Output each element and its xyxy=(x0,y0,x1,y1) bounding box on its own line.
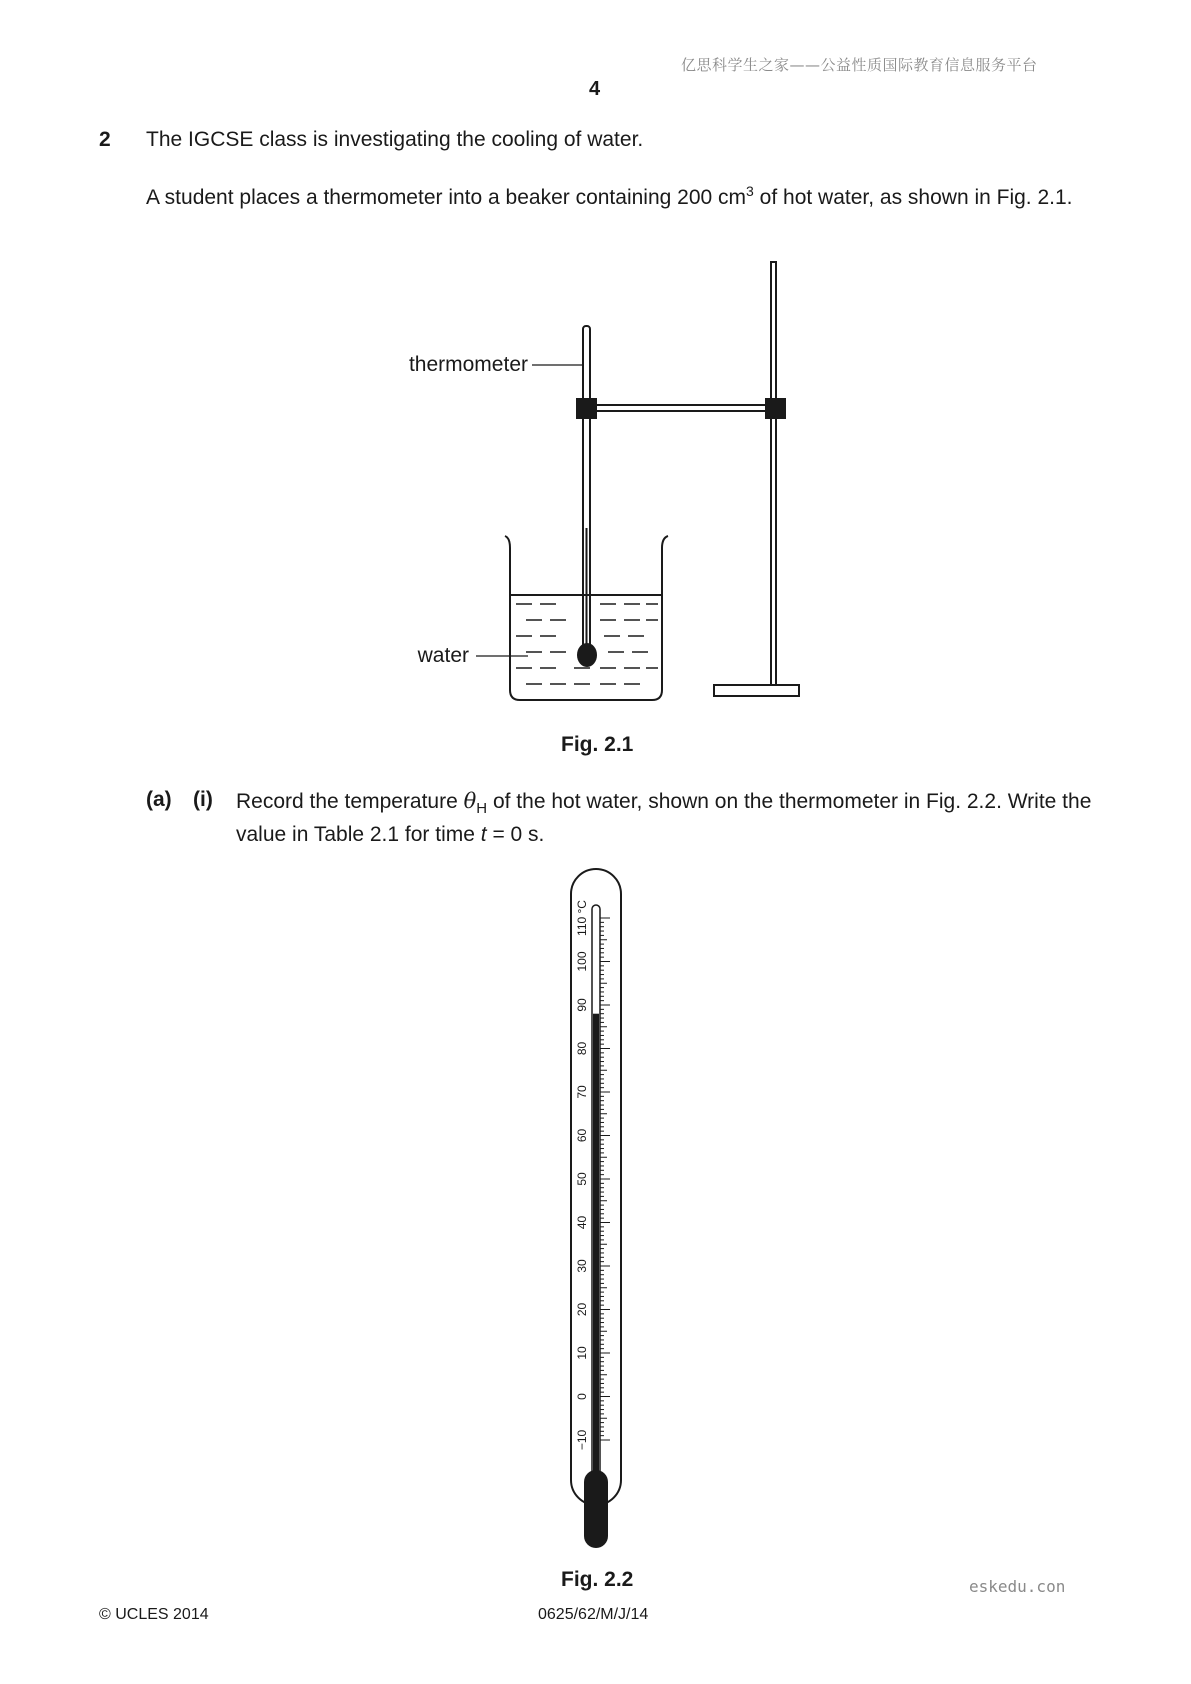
scale-label: 90 xyxy=(575,998,589,1012)
part-a-i-label: (i) xyxy=(193,788,213,811)
scale-label: 60 xyxy=(575,1128,589,1143)
scale-label: 40 xyxy=(575,1215,589,1230)
scale-label: 30 xyxy=(575,1259,589,1273)
scale-label: 50 xyxy=(575,1172,589,1186)
theta-symbol: θ xyxy=(463,789,477,813)
thermometer-bulb-large xyxy=(584,1470,608,1548)
scale-label: −10 xyxy=(575,1429,589,1451)
header-watermark: 亿思科学生之家——公益性质国际教育信息服务平台 xyxy=(681,56,1038,74)
page-number: 4 xyxy=(589,78,601,100)
setup-text-1: A student places a thermometer into a beaker containing 200 cm xyxy=(146,186,747,209)
footer-copyright: © UCLES 2014 xyxy=(99,1606,209,1623)
scale-label: 110 °C xyxy=(575,900,589,936)
footer-code: 0625/62/M/J/14 xyxy=(538,1606,649,1623)
t-variable: t xyxy=(480,823,487,847)
part-a-label: (a) xyxy=(146,788,172,811)
scale-label: 100 xyxy=(575,951,589,972)
fig-2-1-caption: Fig. 2.1 xyxy=(561,733,634,756)
footer-watermark: eskedu.con xyxy=(969,1577,1066,1596)
scale-label: 80 xyxy=(575,1041,589,1056)
setup-superscript: 3 xyxy=(746,183,754,199)
scale-label: 20 xyxy=(575,1302,589,1317)
label-water: water xyxy=(417,644,469,667)
thermometer-liquid xyxy=(593,1014,599,1490)
part-a-text-2: of the hot water, shown on the thermometer in Fig. 2.2. Write the value in Table 2.1 for time xyxy=(236,790,1092,847)
fig-2-2-caption: Fig. 2.2 xyxy=(561,1568,634,1591)
scale-label: 0 xyxy=(575,1393,589,1400)
question-intro: The IGCSE class is investigating the cooling of water. xyxy=(146,128,644,151)
part-a-text-1: Record the temperature xyxy=(236,790,464,813)
setup-text-2: of hot water, as shown in Fig. 2.1. xyxy=(753,186,1073,209)
label-thermometer: thermometer xyxy=(408,353,528,376)
scale-label: 70 xyxy=(575,1085,589,1099)
theta-subscript: H xyxy=(476,800,488,818)
scale-label: 10 xyxy=(575,1346,589,1360)
question-number: 2 xyxy=(99,128,111,151)
part-a-text-3: = 0 s. xyxy=(486,823,545,847)
